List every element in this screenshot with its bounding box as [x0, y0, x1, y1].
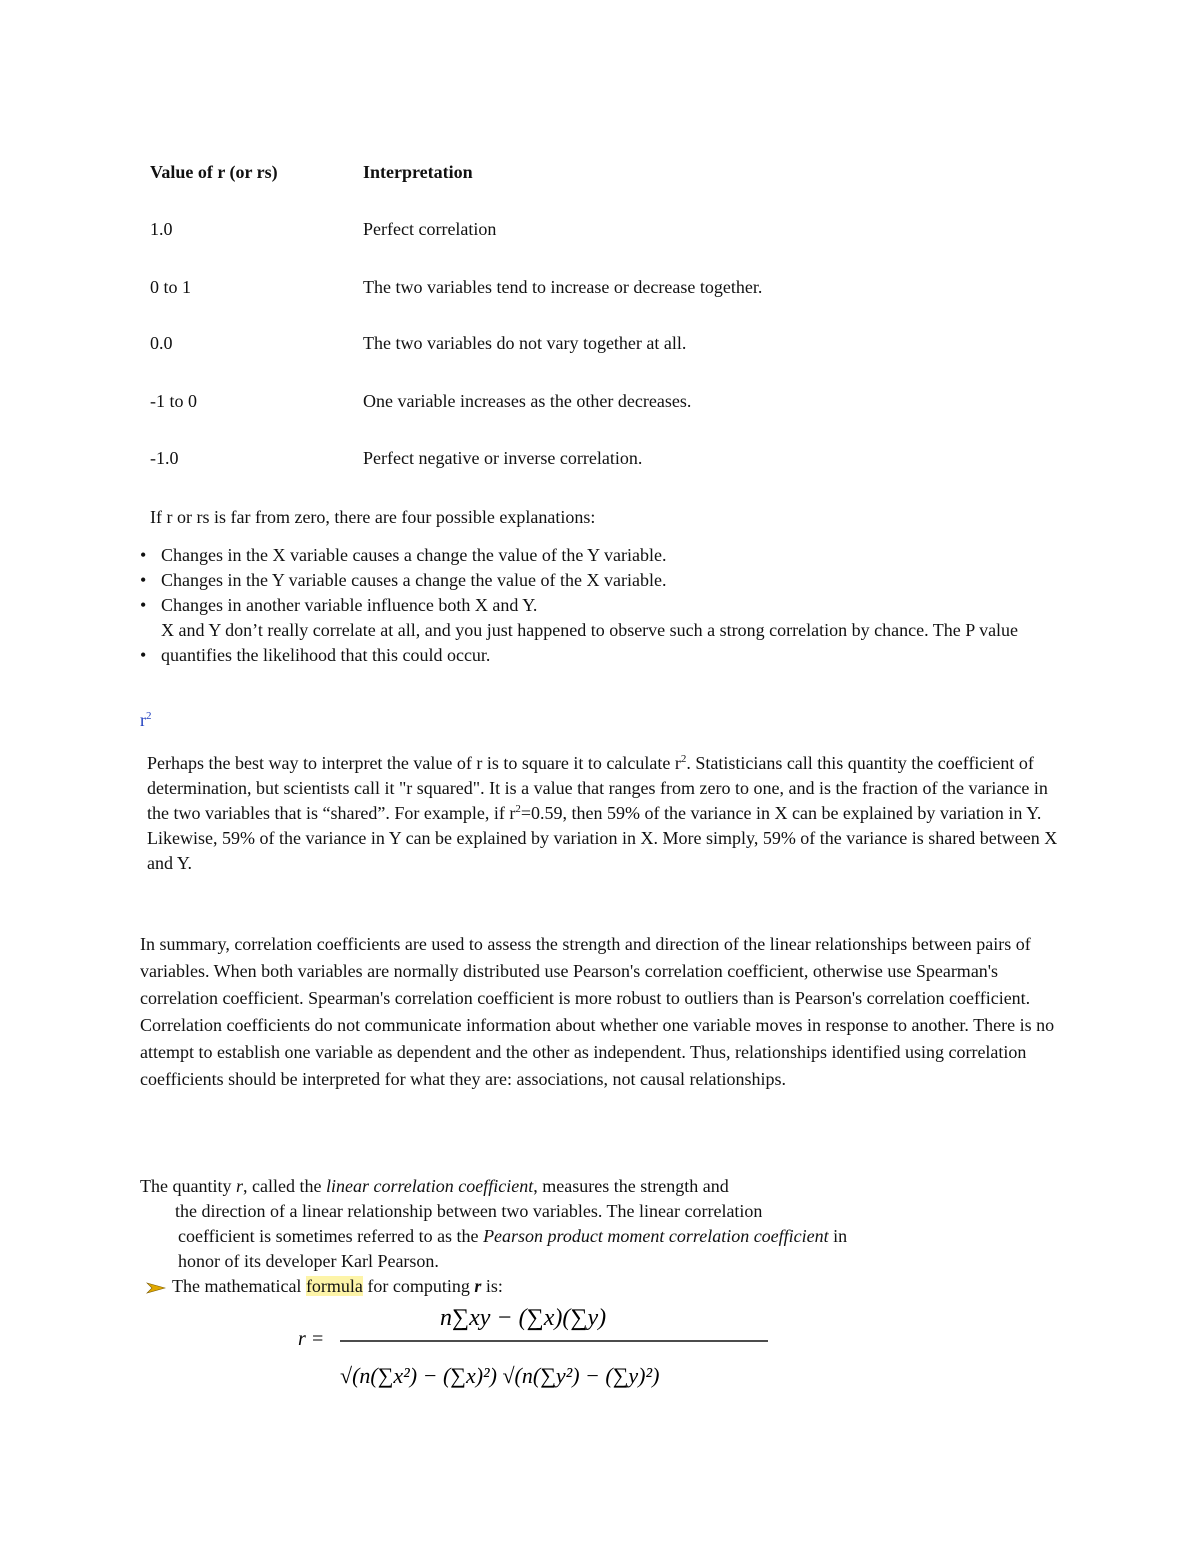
table-header-interpretation: Interpretation — [363, 162, 473, 182]
r-squared-paragraph: Perhaps the best way to interpret the value of r is to square it to calculate $r^2$. Statisticians call this quantity the coefficient of determination, but scientists call it "r squared". It is a value that ranges from zero to one, and is the fraction of the variance in the two variables that is “shared”. For example, if $r^2=0.59$, then 59% of the variance in X can be explained by variation in Y. Likewise, 59% of the variance in Y can be explained by variation in X. More simply, 59% of the variance is shared between X and Y. — [147, 753, 1058, 873]
arrow-bullet-icon — [146, 1281, 166, 1295]
list-item: • Changes in another variable influence both X and Y. — [140, 593, 1060, 618]
formula-denominator: √(n(∑x²) − (∑x)²) √(n(∑y²) − (∑y)²) — [340, 1363, 660, 1388]
table-cell-interpretation: The two variables do not vary together at all. — [363, 333, 687, 353]
bullet-icon: • — [140, 570, 147, 590]
table-cell-value: 1.0 — [150, 219, 173, 239]
highlighted-word: formula — [305, 1276, 363, 1296]
table-cell-interpretation: The two variables tend to increase or decrease together. — [363, 277, 763, 297]
linear-line-3: coefficient is sometimes referred to as the Pearson product moment correlation coefficient in — [178, 1226, 848, 1246]
list-item: • Changes in the X variable causes a change the value of the Y variable. — [140, 543, 1060, 568]
table-row — [150, 448, 1100, 472]
table-row — [150, 219, 1100, 243]
r-squared-heading: $r^2$ — [140, 710, 152, 730]
table-cell-value: 0.0 — [150, 333, 173, 353]
linear-line-5: The mathematical formula for computing r is: — [146, 1274, 503, 1299]
summary-paragraph: In summary, correlation coefficients are used to assess the strength and direction of the linear relationships between pairs of variables. When both variables are normally distributed use Pearson's correlation coefficient, otherwise use Spearman's correlation coefficient. Spearman's correlation coefficient is more robust to outliers than is Pearson's correlation coefficient. Correlation coefficients do not communicate information about whether one variable moves in response to another. There is no attempt to establish one variable as dependent and the other as independent. Thus, relationships identified using correlation coefficients should be interpreted for what they are: associations, not causal relationships. — [140, 934, 1055, 1089]
bullet-icon: • — [140, 545, 147, 565]
explanations-list — [140, 543, 1060, 668]
table-header-value: Value of r (or rs) — [150, 162, 278, 182]
table-cell-interpretation: One variable increases as the other decreases. — [363, 391, 692, 411]
table-header-row — [150, 162, 1100, 186]
linear-line-2: the direction of a linear relationship between two variables. The linear correlation — [175, 1201, 763, 1221]
bullet-icon: • — [140, 595, 147, 615]
table-cell-interpretation: Perfect negative or inverse correlation. — [363, 448, 643, 468]
bullet-icon: • — [140, 645, 147, 665]
linear-line-1: The quantity r, called the linear correlation coefficient, measures the strength and — [140, 1176, 729, 1196]
table-row — [150, 333, 1100, 357]
formula-lhs: r = — [298, 1328, 325, 1350]
formula-graphic — [290, 1295, 790, 1405]
table-cell-value: -1 to 0 — [150, 391, 197, 411]
formula-numerator: n∑xy − (∑x)(∑y) — [440, 1305, 607, 1331]
table-cell-value: 0 to 1 — [150, 277, 192, 297]
explanations-intro: If r or rs is far from zero, there are four possible explanations: — [150, 507, 596, 527]
list-item: • X and Y don’t really correlate at all, and you just happened to observe such a strong correlation by chance. The P value quantifies the likelihood that this could occur. — [140, 618, 1041, 668]
table-cell-interpretation: Perfect correlation — [363, 219, 497, 239]
list-item: • Changes in the Y variable causes a change the value of the X variable. — [140, 568, 1060, 593]
table-cell-value: -1.0 — [150, 448, 179, 468]
pearson-formula — [290, 1295, 790, 1405]
table-row — [150, 391, 1100, 415]
table-row — [150, 277, 1100, 301]
linear-line-4: honor of its developer Karl Pearson. — [178, 1251, 439, 1271]
